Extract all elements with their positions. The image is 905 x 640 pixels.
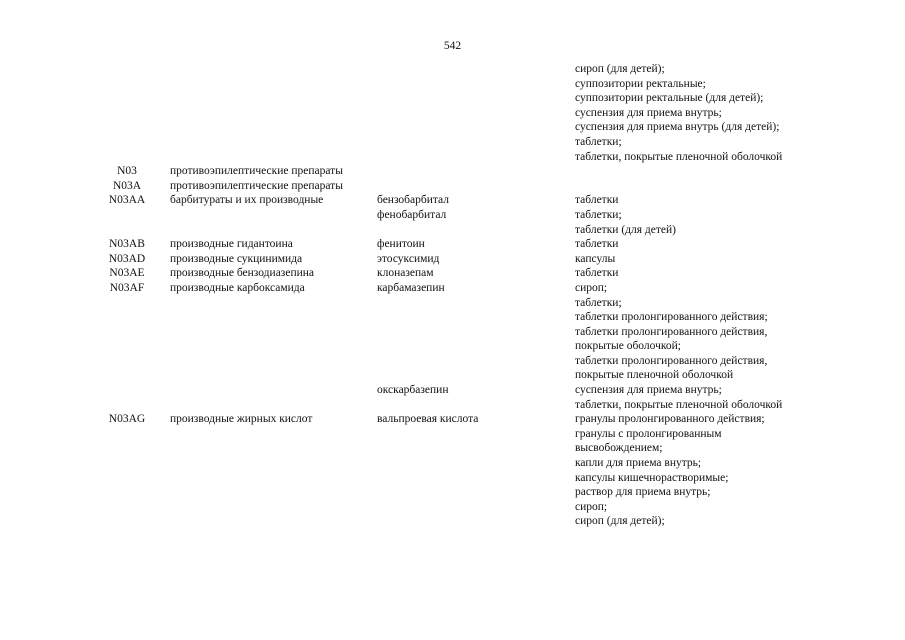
- dosage-form-line: таблетки;: [575, 208, 622, 221]
- dosage-form-line: высвобождением;: [575, 442, 663, 455]
- dosage-form-line: таблетки пролонгированного действия,: [575, 354, 768, 367]
- dosage-form-line: таблетки (для детей): [575, 223, 676, 236]
- drug-table-body: [84, 62, 835, 529]
- dosage-forms: [575, 237, 835, 252]
- drug-name: бензобарбитал: [377, 194, 450, 207]
- atc-code: N03AF: [109, 281, 145, 294]
- drug-name: карбамазепин: [377, 281, 445, 294]
- atc-code: [84, 383, 170, 412]
- dosage-form-line: сироп (для детей);: [575, 515, 665, 528]
- dosage-form-line: раствор для приема внутрь;: [575, 486, 711, 499]
- dosage-form-line: сироп (для детей);: [575, 63, 665, 75]
- dosage-form-line: гранулы пролонгированного действия;: [575, 413, 765, 426]
- dosage-form-line: суспензия для приема внутрь;: [575, 106, 722, 119]
- atc-group-name: производные бензодиазепина: [170, 267, 315, 280]
- atc-group-name: [170, 62, 377, 164]
- dosage-form-line: суппозитории ректальные;: [575, 77, 706, 90]
- dosage-form-line: таблетки: [575, 194, 619, 207]
- atc-code: [84, 208, 170, 237]
- dosage-forms: [575, 266, 835, 281]
- dosage-forms: [575, 412, 835, 529]
- dosage-form-line: капсулы кишечнорастворимые;: [575, 471, 729, 484]
- atc-group-name: противоэпилептические препараты: [170, 179, 343, 192]
- table-row: [84, 412, 835, 529]
- table-row: [84, 193, 835, 208]
- table-row: [84, 383, 835, 412]
- drug-name: вальпроевая кислота: [377, 413, 479, 426]
- dosage-form-line: покрытые оболочкой;: [575, 340, 681, 353]
- atc-code: [84, 62, 170, 164]
- drug-name: [377, 179, 575, 194]
- table-row: [84, 208, 835, 237]
- dosage-forms: [575, 383, 835, 412]
- table-row: [84, 252, 835, 267]
- atc-group-name: противоэпилептические препараты: [170, 165, 343, 178]
- dosage-forms: [575, 252, 835, 267]
- dosage-form-line: гранулы с пролонгированным: [575, 427, 722, 440]
- atc-group-name: [170, 208, 377, 237]
- table-row: [84, 266, 835, 281]
- dosage-forms: [575, 62, 835, 164]
- atc-group-name: производные гидантоина: [170, 238, 293, 251]
- table-row: [84, 62, 835, 164]
- dosage-forms: [575, 208, 835, 237]
- drug-name: фенобарбитал: [377, 208, 447, 221]
- dosage-forms: [575, 179, 835, 194]
- table-row: [84, 179, 835, 194]
- drug-table: [84, 62, 835, 529]
- dosage-form-line: капли для приема внутрь;: [575, 457, 702, 470]
- dosage-form-line: суспензия для приема внутрь;: [575, 384, 722, 397]
- atc-code: N03A: [112, 179, 142, 192]
- drug-name: этосуксимид: [377, 252, 440, 265]
- atc-group-name: производные жирных кислот: [170, 413, 313, 426]
- atc-group-name: производные сукцинимида: [170, 252, 303, 265]
- dosage-form-line: сироп;: [575, 281, 608, 294]
- page-number: 542: [443, 40, 462, 52]
- dosage-form-line: таблетки;: [575, 135, 622, 148]
- table-row: [84, 281, 835, 383]
- dosage-form-line: таблетки, покрытые пленочной оболочкой: [575, 150, 783, 163]
- atc-code: N03AD: [108, 252, 146, 265]
- atc-code: N03AG: [108, 413, 146, 426]
- dosage-form-line: покрытые пленочной оболочкой: [575, 369, 734, 382]
- dosage-forms: [575, 193, 835, 208]
- dosage-form-line: таблетки: [575, 238, 619, 251]
- dosage-form-line: таблетки пролонгированного действия;: [575, 311, 768, 324]
- dosage-form-line: суспензия для приема внутрь (для детей);: [575, 121, 780, 134]
- atc-group-name: производные карбоксамида: [170, 281, 305, 294]
- dosage-form-line: таблетки;: [575, 296, 622, 309]
- dosage-form-line: сироп;: [575, 500, 608, 513]
- atc-group-name: барбитураты и их производные: [170, 194, 324, 207]
- dosage-form-line: капсулы: [575, 252, 616, 265]
- dosage-form-line: таблетки: [575, 267, 619, 280]
- dosage-form-line: таблетки пролонгированного действия,: [575, 325, 768, 338]
- drug-name: клоназепам: [377, 267, 434, 280]
- atc-code: N03AE: [109, 267, 145, 280]
- atc-code: N03AA: [108, 194, 146, 207]
- drug-name: [377, 164, 575, 179]
- drug-name: [377, 62, 575, 164]
- table-row: [84, 164, 835, 179]
- atc-code: N03: [117, 165, 137, 178]
- dosage-form-line: таблетки, покрытые пленочной оболочкой: [575, 398, 783, 411]
- dosage-forms: [575, 281, 835, 383]
- drug-name: окскарбазепин: [377, 384, 449, 397]
- dosage-forms: [575, 164, 835, 179]
- drug-name: фенитоин: [377, 238, 425, 251]
- table-row: [84, 237, 835, 252]
- atc-group-name: [170, 383, 377, 412]
- dosage-form-line: суппозитории ректальные (для детей);: [575, 92, 764, 105]
- atc-code: N03AB: [109, 238, 145, 251]
